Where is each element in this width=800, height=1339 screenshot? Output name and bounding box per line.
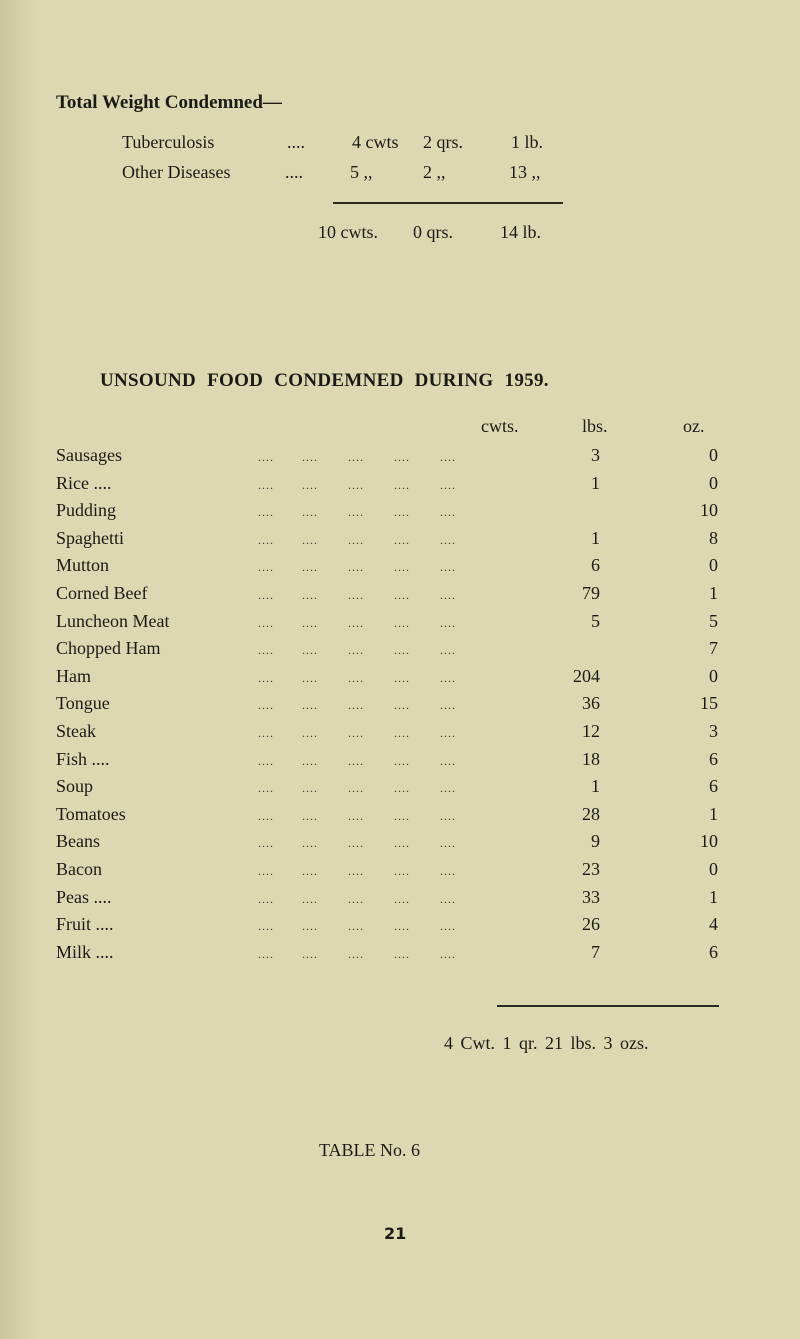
oz-value: 0 <box>709 859 718 879</box>
leader-dots: .... <box>440 560 456 574</box>
leader-dots: .... <box>348 919 364 933</box>
item-name: Beans <box>56 831 100 851</box>
item-name: Tomatoes <box>56 804 126 824</box>
lb-value: 1 lb. <box>511 132 544 152</box>
leader-dots: .... <box>302 698 318 712</box>
lbs-value: 79 <box>582 583 600 603</box>
leader-dots: .... <box>348 781 364 795</box>
leader-dots: .... <box>348 892 364 906</box>
leader-dots: .... <box>348 726 364 740</box>
leader-dots: .... <box>440 533 456 547</box>
leader-dots: .... <box>440 892 456 906</box>
item-name: Chopped Ham <box>56 638 161 658</box>
leader-dots: .... <box>440 781 456 795</box>
page-number: 21 <box>384 1224 407 1243</box>
leader-dots: .... <box>302 616 318 630</box>
oz-value: 10 <box>700 831 718 851</box>
sum-rule <box>333 202 563 204</box>
column-header-oz: oz. <box>683 416 705 436</box>
lbs-value: 12 <box>582 721 600 741</box>
leader-dots: .... <box>394 643 410 657</box>
leader-dots: .... <box>394 671 410 685</box>
oz-value: 5 <box>709 611 718 631</box>
item-name: Peas .... <box>56 887 112 907</box>
leader-dots: .... <box>394 478 410 492</box>
leader-dots: .... <box>394 588 410 602</box>
item-name: Bacon <box>56 859 102 879</box>
lbs-value: 18 <box>582 749 600 769</box>
leader-dots: .... <box>394 919 410 933</box>
item-name: Mutton <box>56 555 110 575</box>
leader-dots: .... <box>348 450 364 464</box>
lbs-value: 36 <box>582 693 600 713</box>
item-name: Luncheon Meat <box>56 611 170 631</box>
leader-dots: .... <box>348 671 364 685</box>
leader-dots: .... <box>258 533 274 547</box>
leader-dots: .... <box>258 616 274 630</box>
oz-value: 15 <box>700 693 718 713</box>
leader-dots: .... <box>302 588 318 602</box>
oz-value: 0 <box>709 473 718 493</box>
lbs-value: 9 <box>591 831 600 851</box>
leader-dots: .... <box>302 643 318 657</box>
leader-dots: .... <box>440 919 456 933</box>
lbs-value: 1 <box>591 528 600 548</box>
leader-dots: .... <box>302 781 318 795</box>
leader-dots: .... <box>302 560 318 574</box>
leader-dots: .... <box>302 450 318 464</box>
lbs-value: 7 <box>591 942 600 962</box>
leader-dots: .... <box>394 698 410 712</box>
leader-dots: .... <box>302 726 318 740</box>
leader-dots: .... <box>394 616 410 630</box>
oz-value: 10 <box>700 500 718 520</box>
leader-dots: .... <box>440 588 456 602</box>
leader-dots: .... <box>302 836 318 850</box>
total-lb: 14 lb. <box>500 222 542 242</box>
lbs-value: 5 <box>591 611 600 631</box>
leader-dots: .... <box>394 450 410 464</box>
leader-dots: .... <box>348 754 364 768</box>
item-name: Ham <box>56 666 91 686</box>
leader-dots: .... <box>348 643 364 657</box>
row-label: Tuberculosis <box>122 132 215 152</box>
leader-dots: .... <box>258 781 274 795</box>
leader-dots: .... <box>258 892 274 906</box>
item-name: Milk .... <box>56 942 114 962</box>
leader-dots: .... <box>302 671 318 685</box>
leader-dots: .... <box>348 809 364 823</box>
total-cwts: 10 cwts. <box>318 222 378 242</box>
leader-dots: .... <box>348 560 364 574</box>
leader-dots: .... <box>348 478 364 492</box>
lb-value: 13 ,, <box>509 162 541 182</box>
leader-dots: .... <box>258 836 274 850</box>
oz-value: 6 <box>709 942 718 962</box>
lbs-value: 3 <box>591 445 600 465</box>
leader-dots: .... <box>302 505 318 519</box>
leader-dots: .... <box>302 533 318 547</box>
item-name: Pudding <box>56 500 117 520</box>
item-name: Corned Beef <box>56 583 148 603</box>
cwts-value: 5 ,, <box>350 162 373 182</box>
lbs-value: 23 <box>582 859 600 879</box>
item-name: Fruit .... <box>56 914 114 934</box>
leader-dots: .... <box>302 947 318 961</box>
leader-dots: .... <box>440 836 456 850</box>
item-name: Sausages <box>56 445 122 465</box>
oz-value: 1 <box>709 804 718 824</box>
leader-dots: .... <box>302 478 318 492</box>
oz-value: 6 <box>709 776 718 796</box>
row-label: Other Diseases <box>122 162 231 182</box>
leader-dots: .... <box>302 754 318 768</box>
leader-dots: .... <box>394 754 410 768</box>
page-edge-shadow <box>0 0 40 1339</box>
oz-value: 8 <box>709 528 718 548</box>
lbs-value: 26 <box>582 914 600 934</box>
leader-dots: .... <box>258 643 274 657</box>
leader-dots: .... <box>348 616 364 630</box>
leader-dots: .... <box>258 754 274 768</box>
column-header-cwts: cwts. <box>481 416 519 436</box>
leader-dots: .... <box>258 505 274 519</box>
total-qrs: 0 qrs. <box>413 222 453 242</box>
leader-dots: .... <box>440 809 456 823</box>
item-name: Soup <box>56 776 94 796</box>
leader-dots: .... <box>440 671 456 685</box>
lbs-value: 1 <box>591 473 600 493</box>
leader-dots: .... <box>302 864 318 878</box>
leader-dots: .... <box>394 533 410 547</box>
leader-dots: .... <box>348 836 364 850</box>
leader-dots: .... <box>258 726 274 740</box>
leader-dots: .... <box>440 698 456 712</box>
leader-dots: .... <box>394 781 410 795</box>
leader-dots: .... <box>440 864 456 878</box>
qrs-value: 2 ,, <box>423 162 446 182</box>
lbs-value: 1 <box>591 776 600 796</box>
leader-dots: .... <box>440 947 456 961</box>
oz-value: 0 <box>709 445 718 465</box>
leader-dots: .... <box>394 947 410 961</box>
leader-dots: .... <box>440 478 456 492</box>
leader-dots: .... <box>348 533 364 547</box>
item-name: Fish .... <box>56 749 110 769</box>
lbs-value: 33 <box>582 887 600 907</box>
leader-dots: .... <box>394 864 410 878</box>
leader-dots: .... <box>394 560 410 574</box>
leader-dots: .... <box>258 809 274 823</box>
leader-dots: .... <box>348 698 364 712</box>
leader-dots: .... <box>348 505 364 519</box>
lbs-value: 6 <box>591 555 600 575</box>
item-name: Rice .... <box>56 473 112 493</box>
leader-dots: .... <box>348 588 364 602</box>
leader-dots: .... <box>258 560 274 574</box>
leader-dots: .... <box>287 132 305 152</box>
oz-value: 1 <box>709 887 718 907</box>
leader-dots: .... <box>258 450 274 464</box>
leader-dots: .... <box>285 162 303 182</box>
leader-dots: .... <box>258 947 274 961</box>
unsound-food-title: UNSOUND FOOD CONDEMNED DURING 1959. <box>100 370 549 391</box>
total-weight-heading: Total Weight Condemned— <box>56 92 282 113</box>
leader-dots: .... <box>394 892 410 906</box>
leader-dots: .... <box>258 588 274 602</box>
lbs-value: 204 <box>573 666 600 686</box>
leader-dots: .... <box>440 726 456 740</box>
leader-dots: .... <box>394 836 410 850</box>
leader-dots: .... <box>394 726 410 740</box>
leader-dots: .... <box>394 809 410 823</box>
oz-value: 1 <box>709 583 718 603</box>
leader-dots: .... <box>302 892 318 906</box>
item-name: Tongue <box>56 693 110 713</box>
leader-dots: .... <box>440 505 456 519</box>
oz-value: 4 <box>709 914 718 934</box>
oz-value: 7 <box>709 638 718 658</box>
oz-value: 0 <box>709 555 718 575</box>
leader-dots: .... <box>440 643 456 657</box>
leader-dots: .... <box>440 450 456 464</box>
qrs-value: 2 qrs. <box>423 132 463 152</box>
leader-dots: .... <box>258 478 274 492</box>
item-name: Steak <box>56 721 96 741</box>
leader-dots: .... <box>440 616 456 630</box>
leader-dots: .... <box>258 919 274 933</box>
leader-dots: .... <box>394 505 410 519</box>
item-name: Spaghetti <box>56 528 124 548</box>
leader-dots: .... <box>440 754 456 768</box>
leader-dots: .... <box>258 864 274 878</box>
leader-dots: .... <box>348 947 364 961</box>
leader-dots: .... <box>302 919 318 933</box>
table-total: 4 Cwt. 1 qr. 21 lbs. 3 ozs. <box>444 1033 649 1053</box>
oz-value: 6 <box>709 749 718 769</box>
leader-dots: .... <box>258 671 274 685</box>
cwts-value: 4 cwts <box>352 132 399 152</box>
oz-value: 3 <box>709 721 718 741</box>
column-header-lbs: lbs. <box>582 416 608 436</box>
leader-dots: .... <box>302 809 318 823</box>
table-sum-rule <box>497 1005 719 1007</box>
table-label: TABLE No. 6 <box>319 1140 421 1160</box>
oz-value: 0 <box>709 666 718 686</box>
lbs-value: 28 <box>582 804 600 824</box>
leader-dots: .... <box>348 864 364 878</box>
leader-dots: .... <box>258 698 274 712</box>
